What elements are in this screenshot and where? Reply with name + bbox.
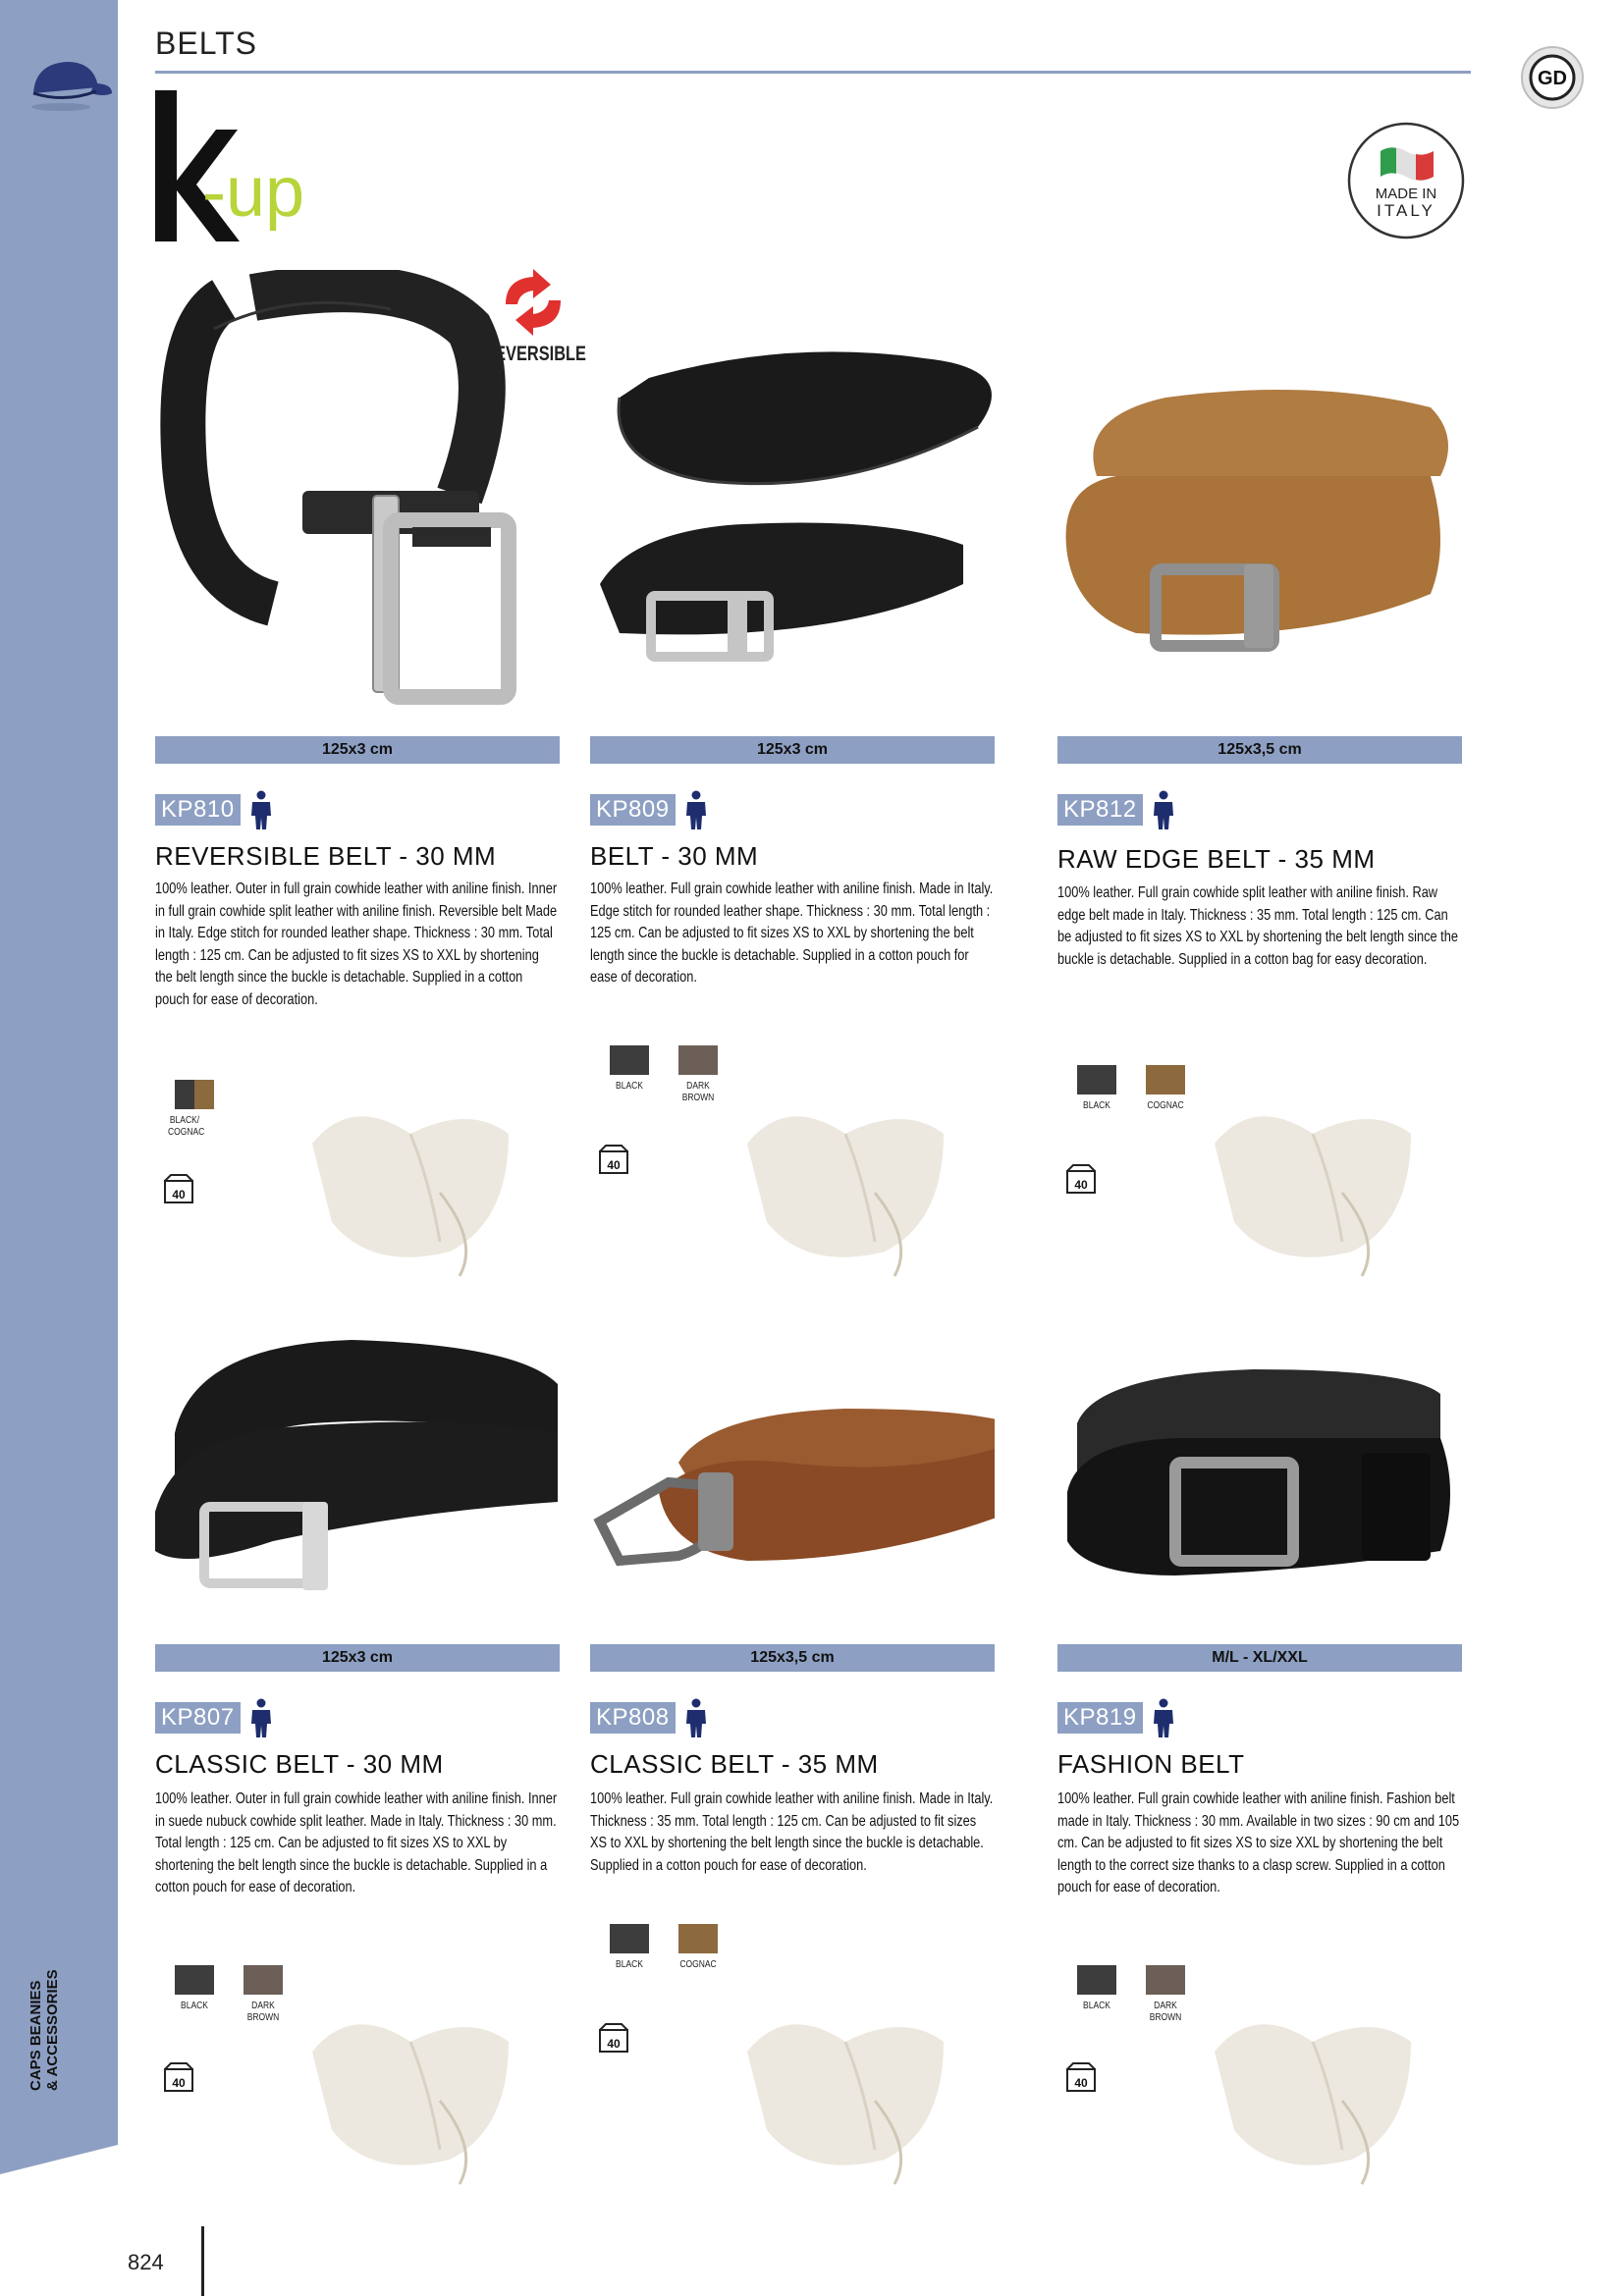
swatch-black-cognac bbox=[175, 1080, 214, 1109]
product-code: KP810 bbox=[155, 794, 241, 826]
swatch-black bbox=[1077, 1965, 1116, 1995]
size-bar: 125x3 cm bbox=[590, 736, 995, 764]
swatch-label: DARK BROWN bbox=[246, 2001, 280, 2023]
sidebar-notch bbox=[0, 2145, 118, 2174]
svg-text:40: 40 bbox=[1074, 1178, 1088, 1192]
product-description: 100% leather. Full grain cowhide leather with aniline finish. Fashion belt made in Italy. Thickness : 30 mm. Available in two sizes : 90 cm and 105 cm. Can be adjusted to fit sizes XS to size XXL by shortening the belt length to the correct size thanks to a clasp screw. Supplied in a cotton pouch for ease of decoration. bbox=[1057, 1790, 1460, 1896]
product-photo-belt bbox=[155, 270, 560, 721]
product-description: 100% leather. Full grain cowhide leather with aniline finish. Made in Italy. Edge stitch for rounded leather shape. Thickness : 30 mm. Total length : 125 cm. Can be adjusted to fit sizes XS to XXL by shortening the belt length since the buckle is detachable. Supplied in a cotton pouch for ease of decoration. bbox=[590, 881, 994, 986]
product-title: REVERSIBLE BELT - 30 MM bbox=[155, 841, 497, 871]
product-code: KP819 bbox=[1057, 1702, 1143, 1734]
box-icon bbox=[1065, 1163, 1097, 1195]
svg-text:40: 40 bbox=[1074, 2076, 1088, 2090]
product-description: 100% leather. Full grain cowhide leather with aniline finish. Made in Italy. Thickness : 35 mm. Total length : 125 cm. Can be adjusted to fit sizes XS to XXL by shortening the belt length since the buckle is detachable. Supplied in a cotton pouch for ease of decoration. bbox=[590, 1790, 994, 1874]
svg-text:40: 40 bbox=[172, 1188, 186, 1201]
swatch-dark-brown bbox=[1146, 1965, 1185, 1995]
box-icon bbox=[598, 1144, 629, 1175]
header-rule bbox=[155, 71, 1471, 74]
product-description: 100% leather. Full grain cowhide split leather with aniline finish. Raw edge belt made in Italy. Thickness : 35 mm. Total length : 125 cm. Can be adjusted to fit sizes XS to XXL by shortening the belt length since the buckle is detachable. Supplied in a cotton bag for easy decoration. bbox=[1057, 884, 1458, 968]
section-title: BELTS bbox=[155, 26, 257, 61]
product-title: CLASSIC BELT - 35 MM bbox=[590, 1749, 879, 1779]
sidebar-category-label bbox=[27, 1969, 61, 2091]
page-number: 824 bbox=[128, 2250, 164, 2274]
swatch-dark-brown bbox=[244, 1965, 283, 1995]
pack-quantity bbox=[163, 2061, 194, 2098]
swatch-label: BLACK/ COGNAC bbox=[168, 1115, 205, 1138]
reversible-label: REVERSIBLE bbox=[483, 343, 586, 365]
man-icon bbox=[249, 790, 273, 829]
cotton-pouch-image bbox=[728, 1075, 963, 1281]
pack-quantity bbox=[1065, 2061, 1097, 2098]
box-icon bbox=[163, 1173, 194, 1204]
footer-rule bbox=[201, 2226, 204, 2296]
cotton-pouch-image bbox=[293, 1983, 528, 2189]
size-bar: 125x3 cm bbox=[155, 1644, 560, 1672]
man-icon bbox=[1152, 1698, 1175, 1737]
box-icon bbox=[1065, 2061, 1097, 2093]
product-code: KP807 bbox=[155, 1702, 241, 1734]
man-icon bbox=[249, 1698, 273, 1737]
svg-text:MADE IN: MADE IN bbox=[1375, 186, 1437, 202]
swatch-label: BLACK bbox=[616, 1959, 643, 1970]
product-title: CLASSIC BELT - 30 MM bbox=[155, 1749, 444, 1779]
swatch-black bbox=[610, 1924, 649, 1953]
box-icon bbox=[163, 2061, 194, 2093]
svg-text:40: 40 bbox=[607, 1158, 621, 1172]
svg-text:-up: -up bbox=[202, 153, 305, 232]
cotton-pouch-image bbox=[728, 1983, 963, 2189]
svg-text:40: 40 bbox=[172, 2076, 186, 2090]
swatch-label: COGNAC bbox=[1147, 1100, 1184, 1111]
swatch-cognac bbox=[1146, 1065, 1185, 1095]
product-photo-belt bbox=[1057, 270, 1462, 721]
man-icon bbox=[684, 790, 708, 829]
swatch-cognac bbox=[678, 1924, 718, 1953]
swatch-black bbox=[1077, 1065, 1116, 1095]
sidebar-band bbox=[0, 0, 118, 2145]
product-description: 100% leather. Outer in full grain cowhide leather with aniline finish. Inner in suede nubuck cowhide split leather. Made in Italy. Thickness : 30 mm. Total length : 125 cm. Can be adjusted to fit sizes XS to XXL by shortening the belt length since the buckle is detachable. Supplied in a cotton pouch for ease of decoration. bbox=[155, 1790, 558, 1896]
swatch-black bbox=[610, 1045, 649, 1075]
size-bar: 125x3 cm bbox=[155, 736, 560, 764]
cotton-pouch-image bbox=[1195, 1983, 1431, 2189]
category-line-2: & ACCESSORIES bbox=[44, 1969, 61, 2091]
man-icon bbox=[1152, 790, 1175, 829]
pack-quantity bbox=[163, 1173, 194, 1209]
product-code: KP812 bbox=[1057, 794, 1143, 826]
svg-text:GD: GD bbox=[1538, 68, 1567, 89]
man-icon bbox=[684, 1698, 708, 1737]
swatch-dark-brown bbox=[678, 1045, 718, 1075]
pack-quantity bbox=[598, 1144, 629, 1180]
product-photo-belt bbox=[1057, 1315, 1462, 1649]
product-title: FASHION BELT bbox=[1057, 1749, 1245, 1779]
category-line-1: CAPS BEANIES bbox=[27, 1980, 44, 2091]
product-title: BELT - 30 MM bbox=[590, 841, 759, 871]
cotton-pouch-image bbox=[293, 1075, 528, 1281]
product-title: RAW EDGE BELT - 35 MM bbox=[1057, 844, 1376, 874]
gd-logo-icon bbox=[1520, 45, 1585, 110]
product-code: KP809 bbox=[590, 794, 676, 826]
product-description: 100% leather. Outer in full grain cowhide leather with aniline finish. Inner in full grain cowhide split leather with aniline finish. Reversible belt Made in Italy. Edge stitch for rounded leather shape. Thickness : 30 mm. Total length : 125 cm. Can be adjusted to fit sizes XS to XXL by shortening the belt length since the buckle is detachable. Supplied in a cotton pouch for ease of decoration. bbox=[155, 881, 558, 1008]
swatch-label: BLACK bbox=[616, 1081, 643, 1092]
swatch-label: COGNAC bbox=[679, 1959, 717, 1970]
swatch-label: BLACK bbox=[1083, 1100, 1110, 1111]
pack-quantity bbox=[1065, 1163, 1097, 1200]
product-photo-belt bbox=[155, 1315, 560, 1649]
product-photo-belt bbox=[590, 270, 995, 721]
size-bar: 125x3,5 cm bbox=[1057, 736, 1462, 764]
swatch-label: BLACK bbox=[1083, 2001, 1110, 2011]
size-bar: 125x3,5 cm bbox=[590, 1644, 995, 1672]
made-in-italy-badge bbox=[1345, 120, 1468, 242]
product-photo-belt bbox=[590, 1315, 995, 1649]
swatch-label: DARK BROWN bbox=[1149, 2001, 1182, 2023]
svg-text:ITALY: ITALY bbox=[1377, 201, 1435, 220]
product-code: KP808 bbox=[590, 1702, 676, 1734]
pack-quantity bbox=[598, 2022, 629, 2058]
swatch-label: DARK BROWN bbox=[681, 1081, 715, 1103]
k-up-brand-logo bbox=[155, 90, 361, 247]
box-icon bbox=[598, 2022, 629, 2054]
cap-icon bbox=[26, 54, 114, 113]
size-bar: M/L - XL/XXL bbox=[1057, 1644, 1462, 1672]
swatch-black bbox=[175, 1965, 214, 1995]
swatch-label: BLACK bbox=[181, 2001, 208, 2011]
svg-text:40: 40 bbox=[607, 2037, 621, 2051]
cotton-pouch-image bbox=[1195, 1075, 1431, 1281]
